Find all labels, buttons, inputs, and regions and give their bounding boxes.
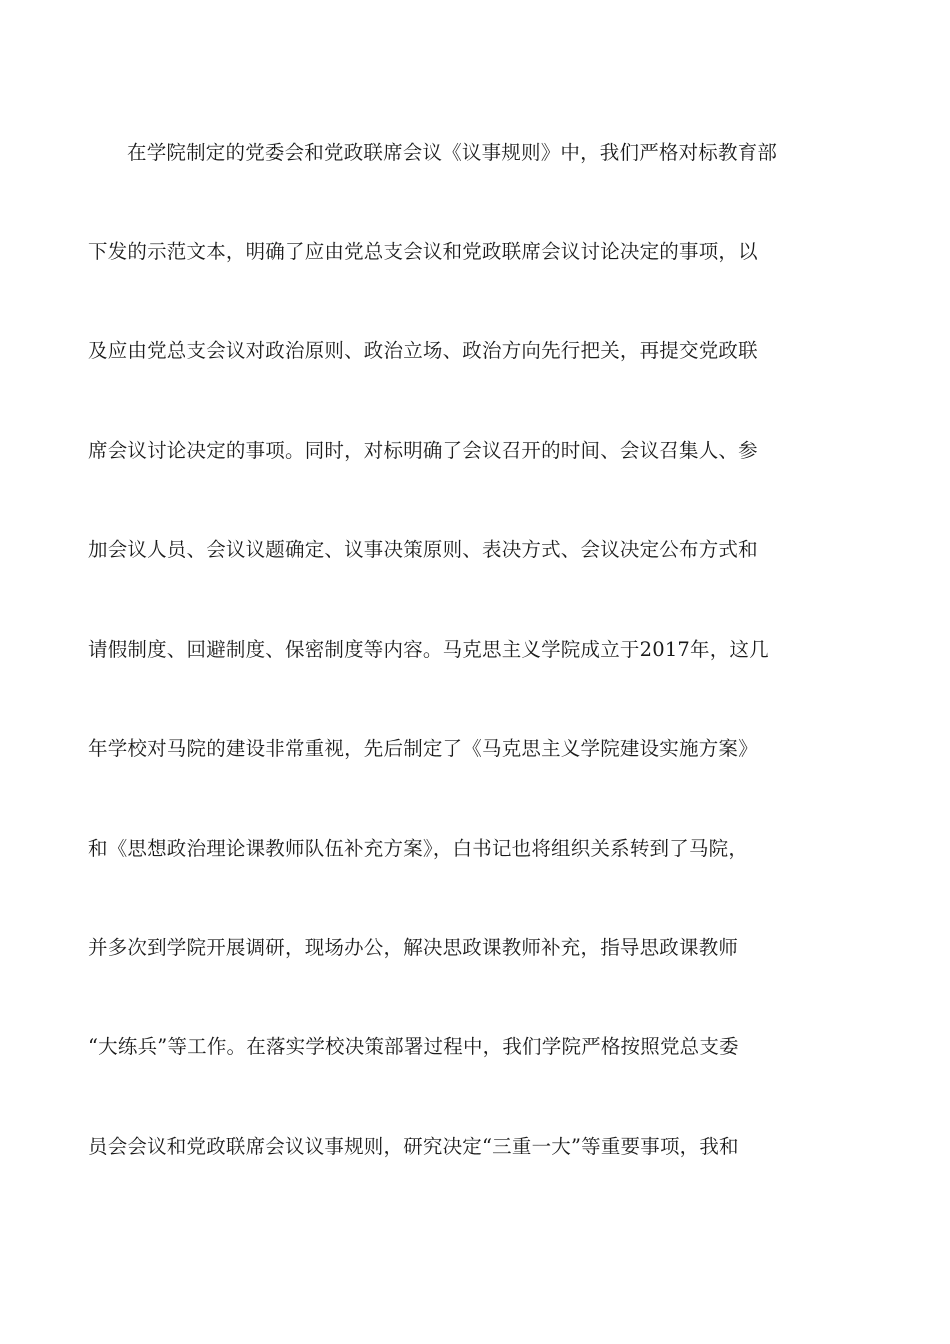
paragraph-line: “大练兵”等工作。在落实学校决策部署过程中，我们学院严格按照党总支委: [88, 1035, 739, 1058]
paragraph-line: 并多次到学院开展调研，现场办公，解决思政课教师补充，指导思政课教师: [88, 936, 739, 959]
paragraph-line: 在学院制定的党委会和党政联席会议《议事规则》中，我们严格对标教育部: [127, 141, 778, 164]
paragraph-line: 加会议人员、会议议题确定、议事决策原则、表决方式、会议决定公布方式和: [88, 538, 758, 561]
paragraph-line: 及应由党总支会议对政治原则、政治立场、政治方向先行把关，再提交党政联: [88, 339, 758, 362]
paragraph-line: 席会议讨论决定的事项。同时，对标明确了会议召开的时间、会议召集人、参: [88, 439, 758, 462]
paragraph-line: 员会会议和党政联席会议议事规则，研究决定“三重一大”等重要事项，我和: [88, 1135, 739, 1158]
paragraph-line: 年学校对马院的建设非常重视，先后制定了《马克思主义学院建设实施方案》: [88, 737, 758, 760]
paragraph-line: 下发的示范文本，明确了应由党总支会议和党政联席会议讨论决定的事项，以: [88, 240, 758, 263]
paragraph-line: 和《思想政治理论课教师队伍补充方案》，白书记也将组织关系转到了马院，: [88, 837, 749, 860]
paragraph-line: 请假制度、回避制度、保密制度等内容。马克思主义学院成立于2017年，这几: [88, 638, 769, 661]
